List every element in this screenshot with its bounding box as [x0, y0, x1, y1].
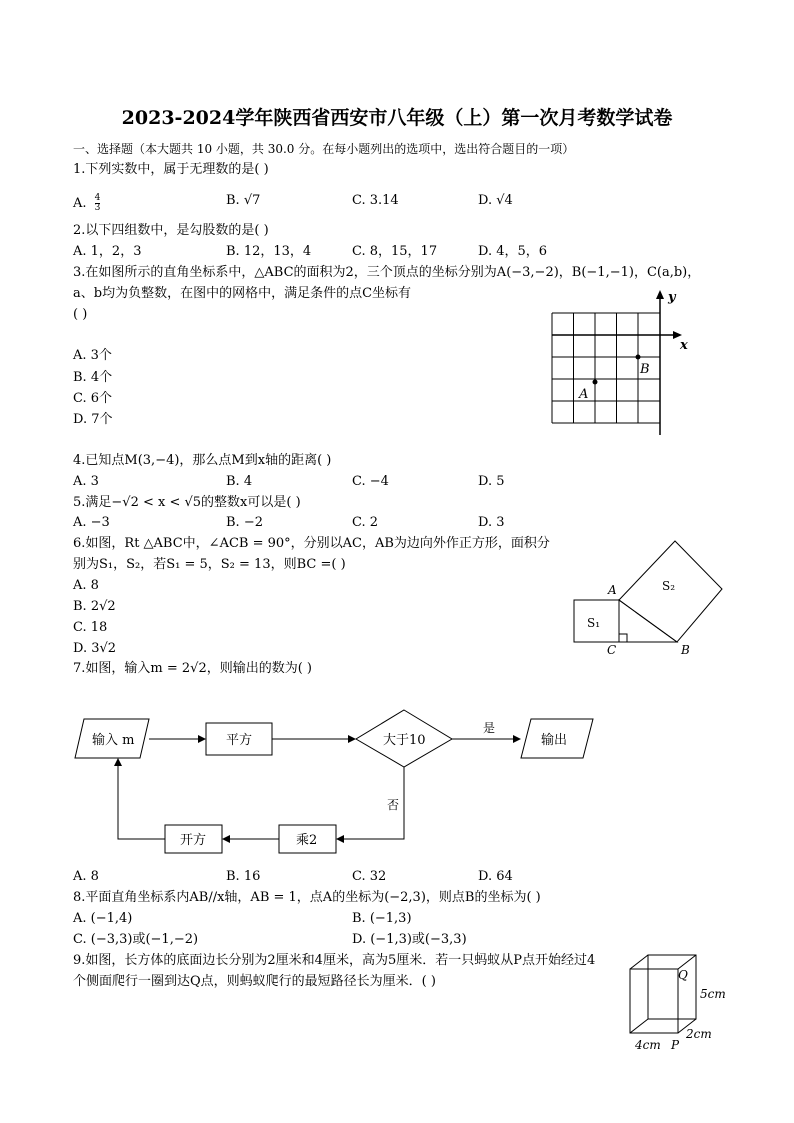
- question-5-option-d: D. 3: [478, 515, 505, 530]
- question-2-option-b: B. 12，13，4: [226, 244, 312, 259]
- question-5-option-b: B. −2: [226, 515, 263, 530]
- cuboid-back-face: [648, 955, 696, 1019]
- question-4-option-c: C. −4: [352, 474, 389, 489]
- area-s2-label: S₂: [662, 579, 676, 593]
- point-b: [636, 355, 641, 360]
- question-7-option-b: B. 16: [226, 869, 261, 884]
- question-6-option-d: D. 3√2: [73, 641, 117, 656]
- question-1-stem: 1.下列实数中，属于无理数的是( ): [73, 162, 269, 177]
- flow-input-text: 输入 m: [92, 733, 135, 748]
- width-label: 2cm: [686, 1027, 712, 1041]
- question-8-option-d: D. (−1,3)或(−3,3): [352, 932, 467, 947]
- question-3-option-c: C. 6个: [73, 391, 113, 406]
- height-label: 5cm: [700, 987, 726, 1001]
- question-7-option-a: A. 8: [73, 869, 99, 884]
- question-6-option-b: B. 2√2: [73, 599, 116, 614]
- fraction-denominator: 3: [94, 203, 101, 213]
- question-6-triangle-figure: [565, 535, 730, 660]
- question-8-option-b: B. (−1,3): [352, 911, 412, 926]
- question-7-flowchart: [70, 705, 610, 865]
- page-title: 2023-2024学年陕西省西安市八年级（上）第一次月考数学试卷: [121, 107, 673, 129]
- flow-multiply-text: 乘2: [296, 833, 318, 848]
- point-p-label: P: [671, 1038, 680, 1052]
- flow-no-label: 否: [387, 798, 400, 812]
- question-3-option-a: A. 3个: [73, 348, 112, 363]
- y-axis-arrow: [656, 290, 664, 299]
- vertex-b-label: B: [681, 643, 690, 657]
- question-4-option-b: B. 4: [226, 474, 253, 489]
- fraction-numerator: 4: [94, 193, 101, 203]
- x-axis-label: x: [680, 338, 688, 353]
- flow-sqrt-text: 开方: [180, 833, 207, 848]
- question-9-stem-line2: 个侧面爬行一圈到达Q点，则蚂蚁爬行的最短路径长为厘米．( ): [73, 974, 436, 989]
- length-label: 4cm: [635, 1038, 661, 1052]
- right-angle-mark: [619, 634, 627, 642]
- question-7-stem: 7.如图，输入m = 2√2，则输出的数为( ): [73, 661, 312, 676]
- question-2-stem: 2.以下四组数中，是勾股数的是( ): [73, 223, 269, 238]
- question-5-option-a: A. −3: [73, 515, 110, 530]
- question-3-option-b: B. 4个: [73, 370, 113, 385]
- cuboid-front-face: [630, 969, 678, 1033]
- question-7-option-c: C. 32: [352, 869, 387, 884]
- point-b-label: B: [640, 362, 650, 377]
- question-5-option-c: C. 2: [352, 515, 379, 530]
- question-4-option-a: A. 3: [73, 474, 99, 489]
- question-6-stem-line1: 6.如图，Rt △ABC中，∠ACB = 90°，分别以AC，AB为边向外作正方形，面积分: [73, 536, 550, 551]
- vertex-c-label: C: [607, 643, 617, 657]
- question-4-stem: 4.已知点M(3,−4)，那么点M到x轴的距离( ): [73, 453, 332, 468]
- question-1-option-c: C. 3.14: [352, 193, 399, 208]
- y-axis-label: y: [668, 290, 676, 305]
- question-2-option-c: C. 8，15，17: [352, 244, 438, 259]
- question-9-stem-line1: 9.如图，长方体的底面边长分别为2厘米和4厘米，高为5厘米．若一只蚂蚁从P点开始经过4: [73, 953, 596, 968]
- question-1-option-d: D. √4: [478, 193, 513, 208]
- question-6-stem-line2: 别为S₁，S₂，若S₁ = 5，S₂ = 13，则BC =( ): [73, 557, 346, 572]
- question-5-stem: 5.满足−√2 < x < √5的整数x可以是( ): [73, 495, 301, 510]
- question-6-option-a: A. 8: [73, 578, 99, 593]
- section-heading: 一、选择题（本大题共 10 小题，共 30.0 分。在每小题列出的选项中，选出符合题目的一项）: [73, 142, 575, 156]
- question-3-grid-figure: [540, 285, 700, 440]
- question-2-option-a: A. 1，2，3: [73, 244, 142, 259]
- question-3-option-d: D. 7个: [73, 412, 113, 427]
- question-6-option-c: C. 18: [73, 620, 108, 635]
- flow-output-text: 输出: [541, 733, 568, 748]
- right-triangle: [619, 600, 677, 642]
- question-1-option-b: B. √7: [226, 193, 261, 208]
- point-q-label: Q: [678, 968, 688, 982]
- point-a: [593, 380, 598, 385]
- question-9-cuboid-figure: [620, 950, 730, 1055]
- question-8-stem: 8.平面直角坐标系内AB//x轴，AB = 1，点A的坐标为(−2,3)，则点B的坐标为( ): [73, 890, 541, 905]
- question-2-option-d: D. 4，5，6: [478, 244, 548, 259]
- vertex-a-label: A: [608, 583, 617, 597]
- question-3-stem-line2: a、b均为负整数，在图中的网格中，满足条件的点C坐标有: [73, 286, 412, 301]
- flow-yes-label: 是: [483, 721, 496, 735]
- flow-condition-text: 大于10: [383, 733, 426, 748]
- flow-arrowheads: [114, 735, 521, 843]
- question-3-stem-line1: 3.在如图所示的直角坐标系中，△ABC的面积为2，三个顶点的坐标分别为A(−3,−2)，B(−1,−1)，C(a,b)，: [73, 265, 701, 280]
- question-4-option-d: D. 5: [478, 474, 505, 489]
- area-s1-label: S₁: [587, 616, 601, 630]
- question-1-option-a: A. $\frac{4}{3}$: [73, 193, 101, 213]
- question-8-option-a: A. (−1,4): [73, 911, 133, 926]
- question-3-stem-line3: ( ): [73, 307, 88, 322]
- question-8-option-c: C. (−3,3)或(−1,−2): [73, 932, 199, 947]
- question-7-option-d: D. 64: [478, 869, 513, 884]
- flow-square-text: 平方: [226, 733, 253, 748]
- point-a-label: A: [579, 387, 589, 402]
